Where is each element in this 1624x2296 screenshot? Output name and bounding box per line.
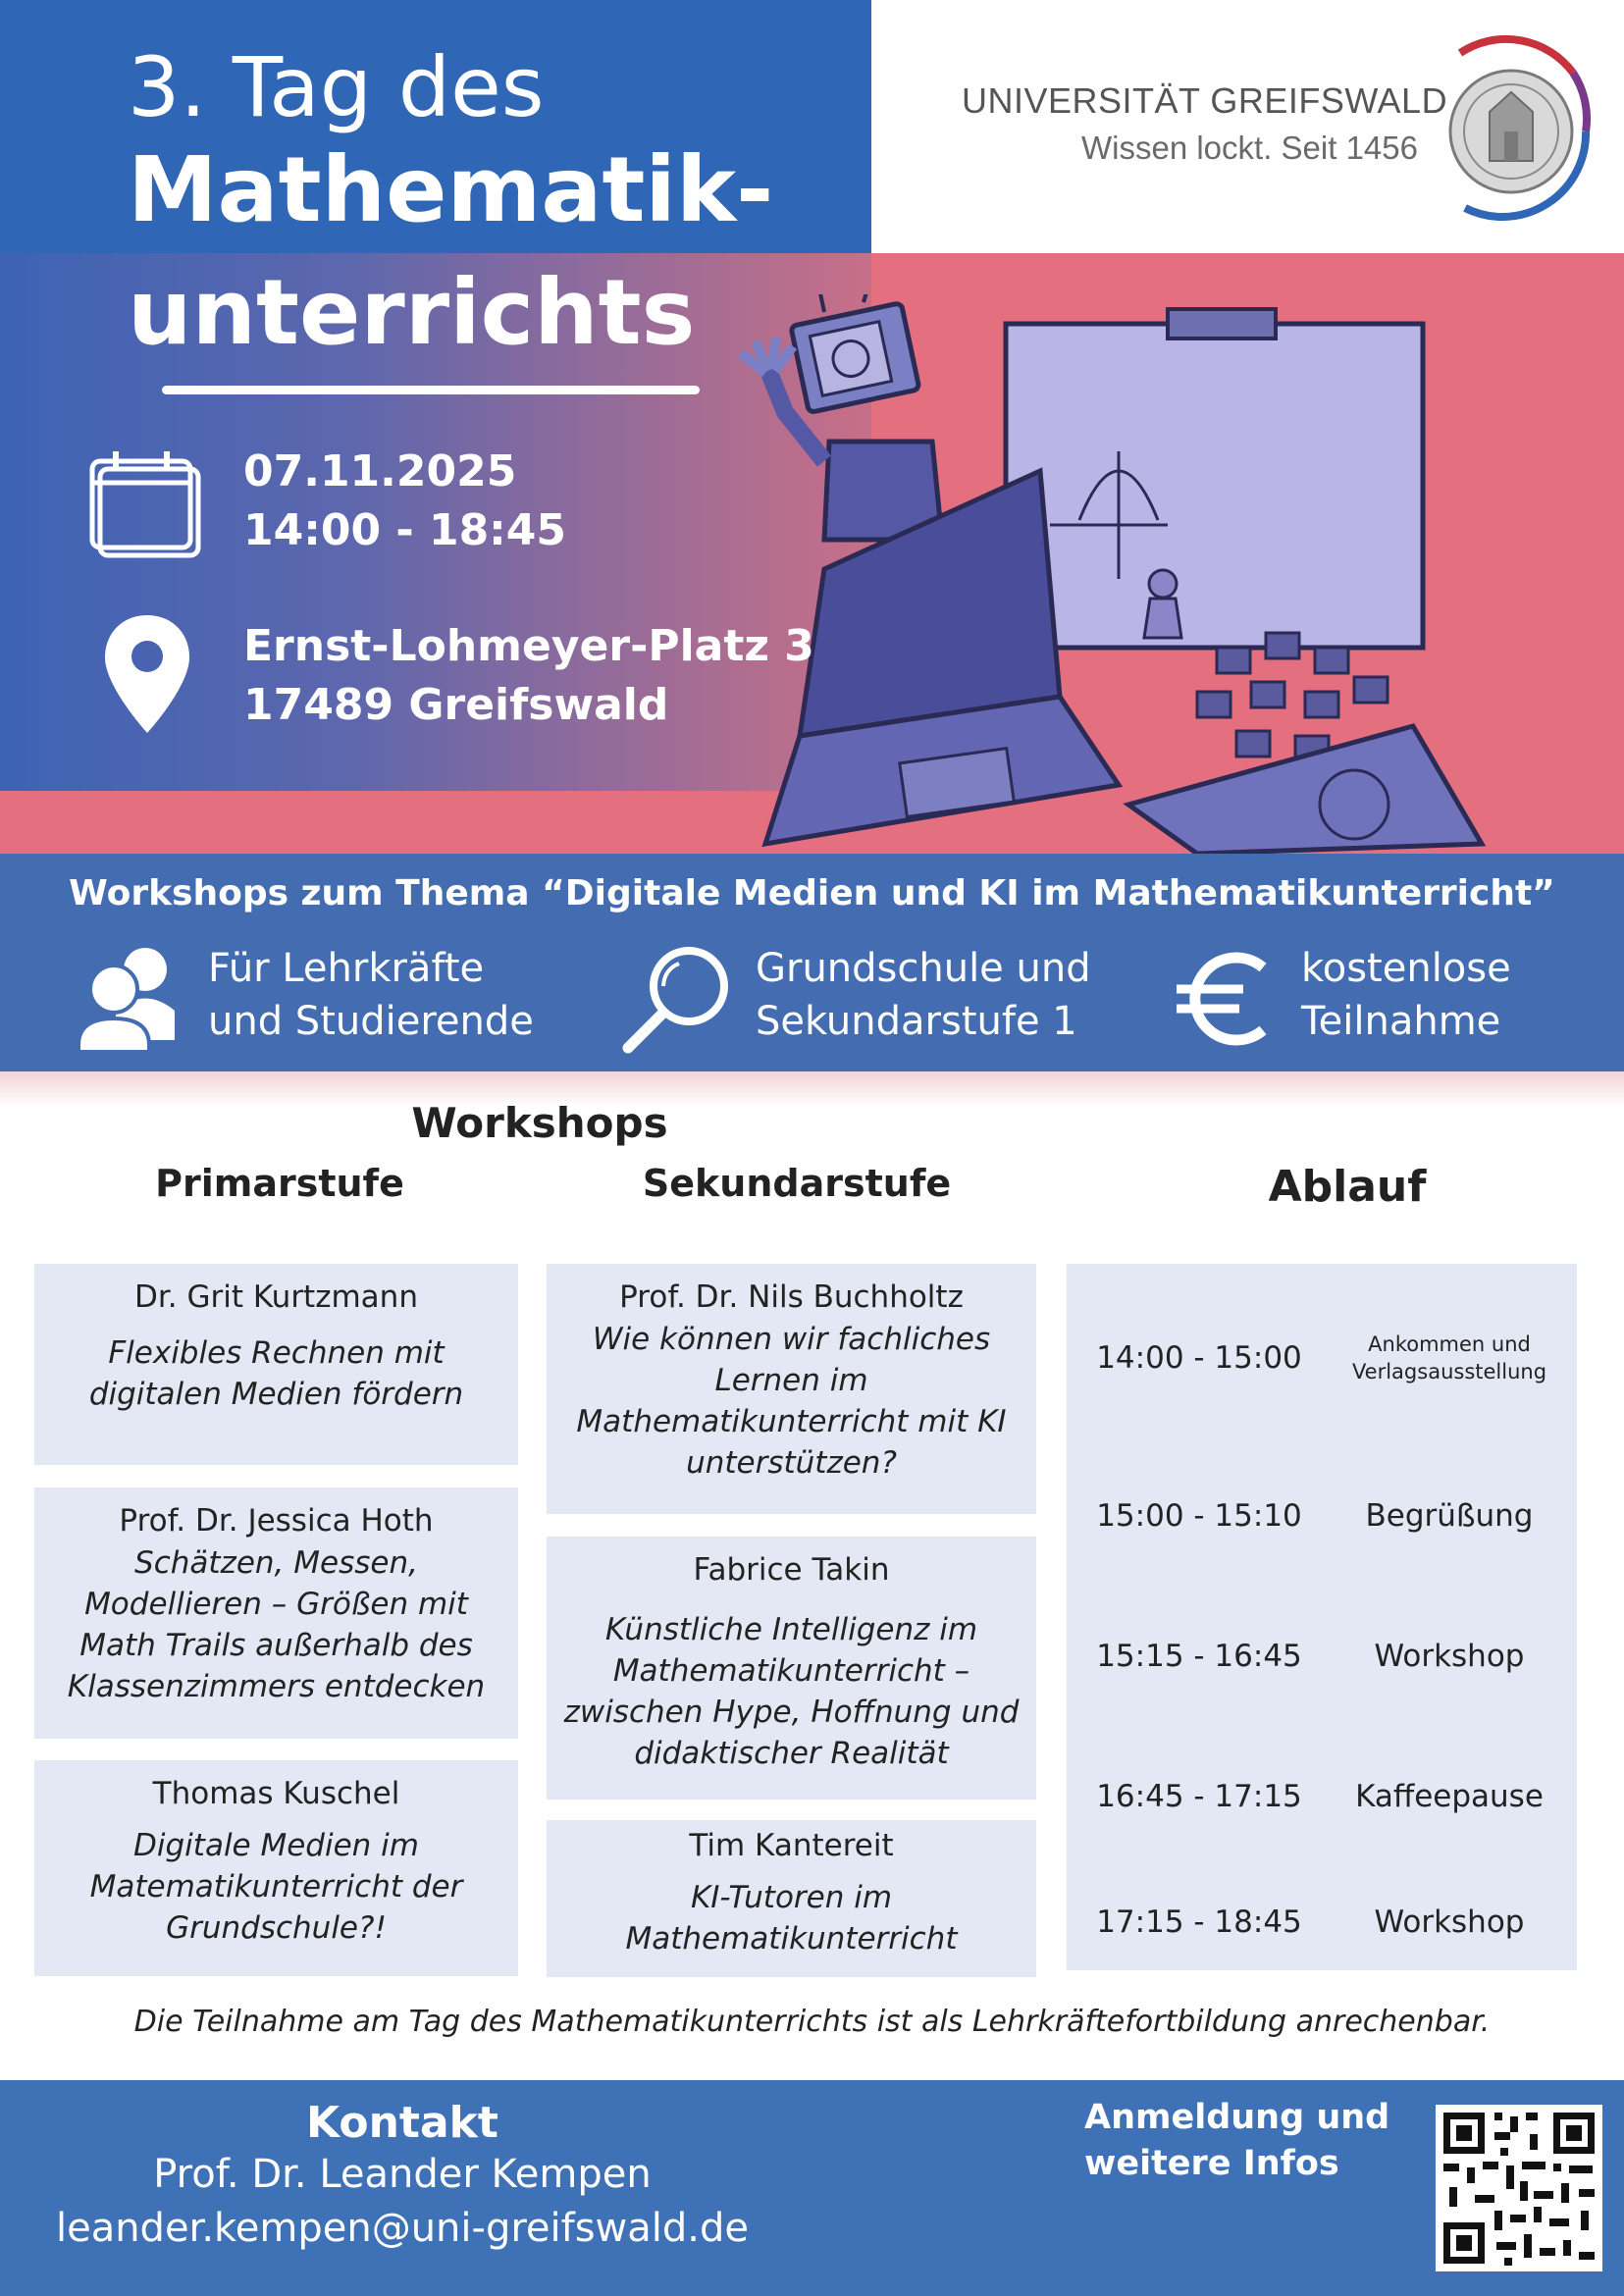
ablauf-heading: Ablauf <box>1268 1162 1427 1212</box>
feature-school-level <box>756 942 1091 1048</box>
workshop-card-primar-3 <box>34 1760 518 1976</box>
schedule-time: 16:45 - 17:15 <box>1096 1779 1302 1814</box>
schedule-row <box>1067 1885 1577 1963</box>
schedule-time: 17:15 - 18:45 <box>1096 1905 1302 1940</box>
feature-school-level-line1: Grundschule und <box>756 946 1091 991</box>
feature-free-line2: Teilnahme <box>1301 999 1501 1044</box>
magnifier-icon <box>620 942 733 1055</box>
event-time: 14:00 - 18:45 <box>243 505 567 555</box>
primarstufe-heading: Primarstufe <box>155 1162 404 1205</box>
schedule-time: 14:00 - 15:00 <box>1096 1340 1302 1376</box>
workshop-topic-line: didaktischer Realität <box>634 1736 949 1771</box>
university-name: UNIVERSITÄT GREIFSWALD <box>962 80 1448 121</box>
feature-school-level-line2: Sekundarstufe 1 <box>756 999 1077 1044</box>
university-seal-logo <box>1421 33 1598 226</box>
feature-free-line1: kostenlose <box>1301 946 1511 991</box>
feature-free <box>1301 942 1511 1048</box>
robot-classroom-illustration <box>707 294 1624 854</box>
registration-line1: Anmeldung und <box>1084 2098 1390 2137</box>
schedule-event: Workshop <box>1374 1905 1525 1940</box>
workshop-topic-line: Schätzen, Messen, <box>134 1545 418 1581</box>
workshop-topic-line: Mathematikunterricht mit KI <box>576 1404 1007 1439</box>
workshop-topic-line: Mathematikunterricht – <box>612 1653 970 1689</box>
schedule-row <box>1067 1479 1577 1557</box>
workshop-topic-line: Wie können wir fachliches <box>592 1322 991 1357</box>
workshop-speaker: Prof. Dr. Jessica Hoth <box>119 1503 434 1539</box>
schedule-event-line: Ankommen und <box>1368 1332 1531 1356</box>
workshop-topic-line: Math Trails außerhalb des <box>79 1628 473 1663</box>
schedule-row <box>1067 1321 1577 1399</box>
location-pin-icon <box>103 613 191 736</box>
workshop-speaker: Tim Kantereit <box>689 1828 894 1863</box>
workshop-card-primar-1 <box>34 1264 518 1465</box>
accreditation-note: Die Teilnahme am Tag des Mathematikunterrichts ist als Lehrkräftefortbildung anrechenbar. <box>133 2005 1491 2039</box>
workshop-topic-line: unterstützen? <box>686 1445 897 1481</box>
euro-icon <box>1173 950 1276 1048</box>
event-date: 07.11.2025 <box>243 446 517 496</box>
registration-qr-code[interactable] <box>1436 2105 1602 2271</box>
workshop-topic-line: Künstliche Intelligenz im <box>604 1612 978 1647</box>
address-city: 17489 Greifswald <box>243 680 669 730</box>
title-underline <box>162 386 700 394</box>
event-title-line2: Mathematik- <box>128 137 774 242</box>
event-title-line3: unterrichts <box>128 260 696 365</box>
feature-audience-line2: und Studierende <box>208 999 534 1044</box>
workshop-card-sekundar-1 <box>547 1264 1036 1514</box>
schedule-event <box>1322 1331 1577 1385</box>
contact-email-link[interactable]: leander.kempen@uni-greifswald.de <box>55 2206 750 2251</box>
workshop-topic-line: Grundschule?! <box>166 1910 387 1946</box>
workshop-speaker: Fabrice Takin <box>693 1552 890 1588</box>
contact-heading: Kontakt <box>306 2098 498 2148</box>
workshop-topic-line: digitalen Medien fördern <box>88 1377 464 1412</box>
workshop-topic-line: Lernen im <box>714 1363 868 1398</box>
feature-audience <box>208 942 534 1048</box>
workshop-topic-line: KI-Tutoren im <box>690 1880 893 1915</box>
workshop-speaker: Dr. Grit Kurtzmann <box>134 1279 418 1315</box>
calendar-icon <box>88 449 206 562</box>
workshop-card-sekundar-3 <box>547 1820 1036 1977</box>
schedule-time: 15:15 - 16:45 <box>1096 1639 1302 1674</box>
workshop-card-sekundar-2 <box>547 1537 1036 1800</box>
banner-fade <box>0 1071 1624 1107</box>
workshop-topic-line: Flexibles Rechnen mit <box>108 1335 445 1371</box>
address-street: Ernst-Lohmeyer-Platz 3 <box>243 621 814 671</box>
workshop-topic-line: Mathematikunterricht <box>625 1921 958 1957</box>
people-icon <box>77 942 180 1052</box>
registration-info <box>1084 2095 1398 2187</box>
event-title-line1: 3. Tag des <box>128 39 545 135</box>
workshop-topic-line: Modellieren – Größen mit <box>84 1587 468 1622</box>
sekundarstufe-heading: Sekundarstufe <box>642 1162 952 1205</box>
schedule-row <box>1067 1759 1577 1838</box>
contact-name: Prof. Dr. Leander Kempen <box>153 2152 652 2197</box>
university-slogan: Wissen lockt. Seit 1456 <box>1081 130 1418 166</box>
schedule-event: Begrüßung <box>1365 1498 1534 1534</box>
registration-line2: weitere Infos <box>1084 2144 1339 2183</box>
schedule-time: 15:00 - 15:10 <box>1096 1498 1302 1534</box>
workshop-topic-line: Matematikunterricht der <box>89 1869 463 1905</box>
schedule-row <box>1067 1619 1577 1697</box>
workshop-speaker: Thomas Kuschel <box>152 1776 400 1811</box>
workshop-topic-line: Digitale Medien im <box>133 1828 419 1863</box>
workshop-speaker: Prof. Dr. Nils Buchholtz <box>619 1279 964 1315</box>
feature-audience-line1: Für Lehrkräfte <box>208 946 485 991</box>
workshop-topic-line: Klassenzimmers entdecken <box>67 1669 486 1704</box>
workshop-topic-line: zwischen Hype, Hoffnung und <box>563 1695 1020 1730</box>
workshop-card-primar-2 <box>34 1487 518 1739</box>
schedule-event: Kaffeepause <box>1355 1779 1544 1814</box>
workshops-heading: Workshops <box>411 1099 668 1147</box>
schedule-table <box>1067 1264 1577 1970</box>
banner-title: Workshops zum Thema “Digitale Medien und KI im Mathematikunterricht” <box>69 873 1555 913</box>
schedule-event-line: Verlagsausstellung <box>1351 1360 1547 1383</box>
schedule-event: Workshop <box>1374 1639 1525 1674</box>
